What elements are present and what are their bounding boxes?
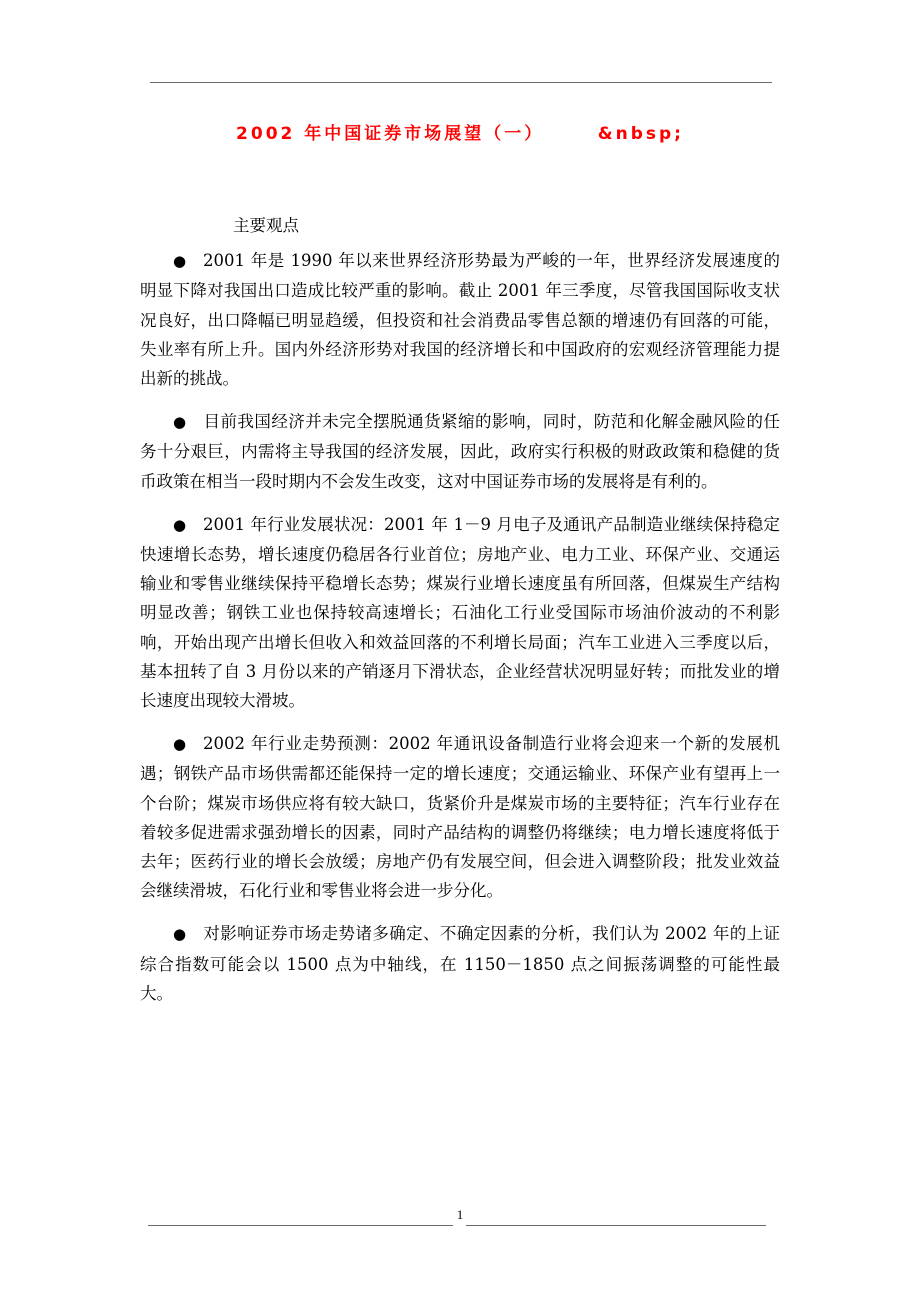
document-body xyxy=(140,211,780,1022)
paragraph-text: 目前我国经济并未完全摆脱通货紧缩的影响，同时，防范和化解金融风险的任务十分艰巨，内需将主导我国的经济发展，因此，政府实行积极的财政政策和稳健的货币政策在相当一段时期内不会发生改变，这对中国证券市场的发展将是有利的。 xyxy=(140,412,780,491)
paragraph-5 xyxy=(140,919,780,1008)
paragraph-text: 2002 年行业走势预测：2002 年通讯设备制造行业将会迎来一个新的发展机遇；钢铁产品市场供需都还能保持一定的增长速度；交通运输业、环保产业有望再上一个台阶；煤炭市场供应将有较大缺口，货紧价升是煤炭市场的主要特征；汽车行业存在着较多促进需求强劲增长的因素，同时产品结构的调整仍将继续；电力增长速度将低于去年；医药行业的增长会放缓；房地产仍有发展空间，但会进入调整阶段；批发业效益会继续滑坡，石化行业和零售业将会进一步分化。 xyxy=(140,734,780,901)
document-title: 2002 年中国证券市场展望（一） &nbsp; xyxy=(236,124,684,144)
paragraph-text: 2001 年行业发展状况：2001 年 1－9 月电子及通讯产品制造业继续保持稳定快速增长态势，增长速度仍稳居各行业首位；房地产业、电力工业、环保产业、交通运输业和零售业继续保持平稳增长态势；煤炭行业增长速度虽有所回落，但煤炭生产结构明显改善；钢铁工业也保持较高速增长；石油化工行业受国际市场油价波动的不利影响，开始出现产出增长但收入和效益回落的不利增长局面；汽车工业进入三季度以后，基本扭转了自 3 月份以来的产销逐月下滑状态，企业经营状况明显好转；而批发业的增长速度出现较大滑坡。 xyxy=(140,514,780,711)
paragraph-text: 2001 年是 1990 年以来世界经济形势最为严峻的一年，世界经济发展速度的明显下降对我国出口造成比较严重的影响。截止 2001 年三季度，尽管我国国际收支状况良好，出口降幅已明显趋缓，但投资和社会消费品零售总额的增速仍有回落的可能，失业率有所上升。国内外经济形势对我国的经济增长和中国政府的宏观经济管理能力提出新的挑战。 xyxy=(140,251,780,389)
bullet-icon: ● xyxy=(173,735,187,754)
bullet-icon: ● xyxy=(173,252,187,271)
bullet-icon: ● xyxy=(173,515,187,534)
paragraph-2 xyxy=(140,407,780,496)
header-rule xyxy=(150,82,772,83)
footer-rule-right xyxy=(466,1225,766,1226)
bullet-icon: ● xyxy=(173,925,187,944)
paragraph-4 xyxy=(140,729,780,905)
paragraph-text: 对影响证券市场走势诸多确定、不确定因素的分析，我们认为 2002 年的上证综合指数可能会以 1500 点为中轴线，在 1150－1850 点之间振荡调整的可能性最大。 xyxy=(140,924,780,1003)
paragraph-3 xyxy=(140,510,780,715)
section-heading: 主要观点 xyxy=(233,216,299,235)
paragraph-1 xyxy=(140,246,780,393)
bullet-icon: ● xyxy=(173,413,187,432)
footer-rule-left xyxy=(148,1225,453,1226)
page-number: 1 xyxy=(456,1207,464,1222)
